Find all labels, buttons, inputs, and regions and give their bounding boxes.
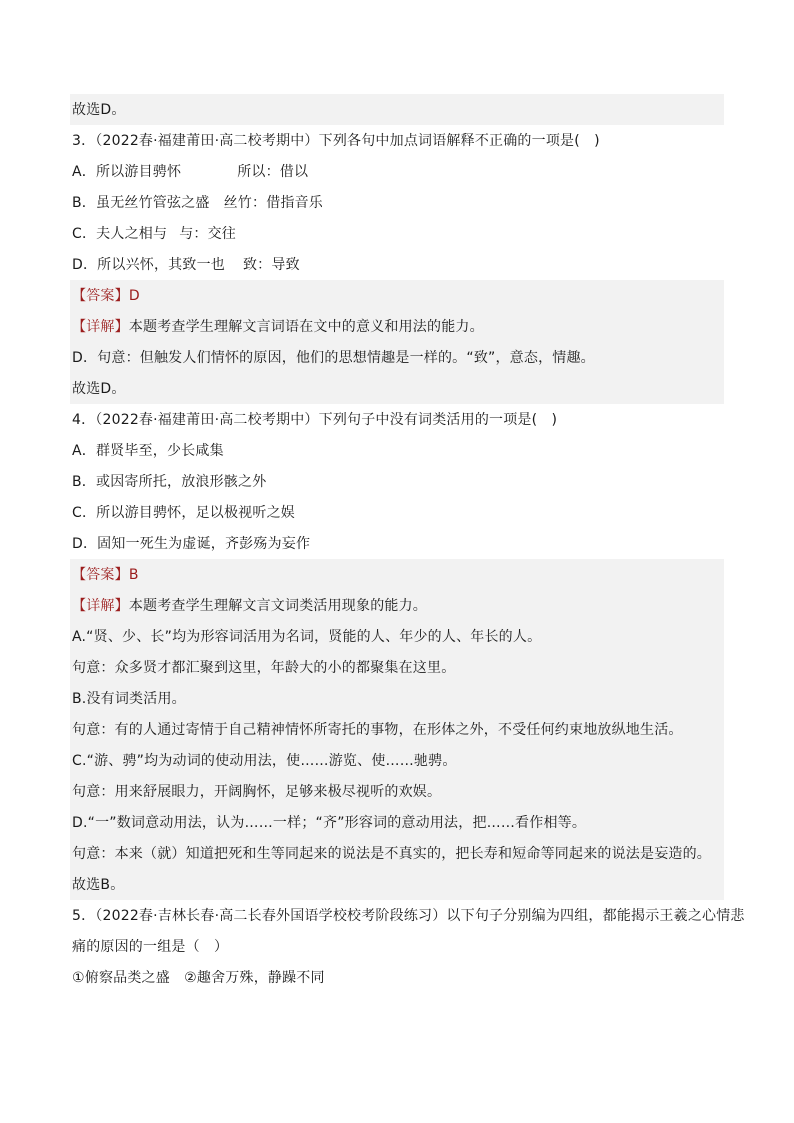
question-3-option-b: [70, 187, 724, 218]
question-3-stem: 3．（2022春·福建莆田·高二校考期中）下列各句中加点词语解释不正确的一项是( ): [72, 133, 600, 149]
answer-tag: 【答案】: [72, 288, 129, 304]
question-3-option-d: [70, 249, 724, 280]
detail-c: C.“游、骋”均为动词的使动用法，使……游览、使……驰骋。: [70, 745, 724, 776]
option-text: D．所以兴怀，其致一也: [72, 257, 225, 273]
question-4-option-d: D．固知一死生为虚诞，齐彭殇为妄作: [72, 536, 311, 552]
option-explanation: 丝竹：借指音乐: [223, 195, 324, 211]
answer-tag: 【答案】: [72, 567, 129, 583]
detail-b-meaning: 句意：有的人通过寄情于自己精神情怀所寄托的事物，在形体之外，不受任何约束地放纵地生活。: [70, 714, 724, 745]
option-text: C．夫人之相与: [72, 226, 168, 242]
question-4-detail: [70, 590, 724, 621]
answer-value: B: [128, 567, 139, 583]
detail-b: B.没有词类活用。: [70, 683, 724, 714]
option-text: A．所以游目骋怀: [72, 164, 182, 180]
detail-text: 本题考查学生理解文言词语在文中的意义和用法的能力。: [128, 319, 484, 335]
detail-a: A.“贤、少、长”均为形容词活用为名词，贤能的人、年少的人、年长的人。: [70, 621, 724, 652]
detail-tag: 【详解】: [72, 598, 129, 614]
detail-d-meaning: 句意：本来（就）知道把死和生等同起来的说法是不真实的，把长寿和短命等同起来的说法是妄造的。: [70, 838, 724, 869]
answer-value: D: [128, 288, 140, 304]
option-text: B．虽无丝竹管弦之盛: [72, 195, 210, 211]
option-explanation: 与：交往: [179, 226, 236, 242]
question-3-detail-d: D．句意：但触发人们情怀的原因，他们的思想情趣是一样的。“致”，意态，情趣。: [70, 342, 724, 373]
question-4-stem: 4．（2022春·福建莆田·高二校考期中）下列句子中没有词类活用的一项是( ): [72, 412, 558, 428]
question-4-option-c: C．所以游目骋怀，足以极视听之娱: [72, 505, 295, 521]
question-4-option-a: A．群贤毕至，少长咸集: [72, 443, 224, 459]
option-explanation: 致：导致: [242, 257, 300, 273]
question-5-options: ①俯察品类之盛 ②趣舍万殊，静躁不同: [72, 970, 325, 986]
conclusion-line: 故选D。: [70, 94, 724, 125]
question-4-option-b: B．或因寄所托，放浪形骸之外: [72, 474, 267, 490]
detail-d: D.“一”数词意动用法，认为……一样；“齐”形容词的意动用法，把……看作相等。: [70, 807, 724, 838]
question-3-answer: [70, 280, 724, 311]
option-explanation: 所以：借以: [237, 164, 309, 180]
question-3-detail: [70, 311, 724, 342]
detail-c-meaning: 句意：用来舒展眼力，开阔胸怀，足够来极尽视听的欢娱。: [70, 776, 724, 807]
question-4-conclusion: 故选B。: [70, 869, 724, 900]
question-4-answer: [70, 559, 724, 590]
detail-text: 本题考查学生理解文言文词类活用现象的能力。: [128, 598, 428, 614]
detail-tag: 【详解】: [72, 319, 129, 335]
question-5-stem: 5．（2022春·吉林长春·高二长春外国语学校校考阶段练习）以下句子分别编为四组，都能揭示王羲之心情悲: [72, 908, 745, 924]
question-3-option-a: [70, 156, 724, 187]
question-3-option-c: [70, 218, 724, 249]
document-page: [70, 94, 745, 993]
question-3-conclusion: 故选D。: [70, 373, 724, 404]
question-5-stem-cont: 痛的原因的一组是（ ）: [72, 939, 229, 955]
detail-a-meaning: 句意：众多贤才都汇聚到这里，年龄大的小的都聚集在这里。: [70, 652, 724, 683]
